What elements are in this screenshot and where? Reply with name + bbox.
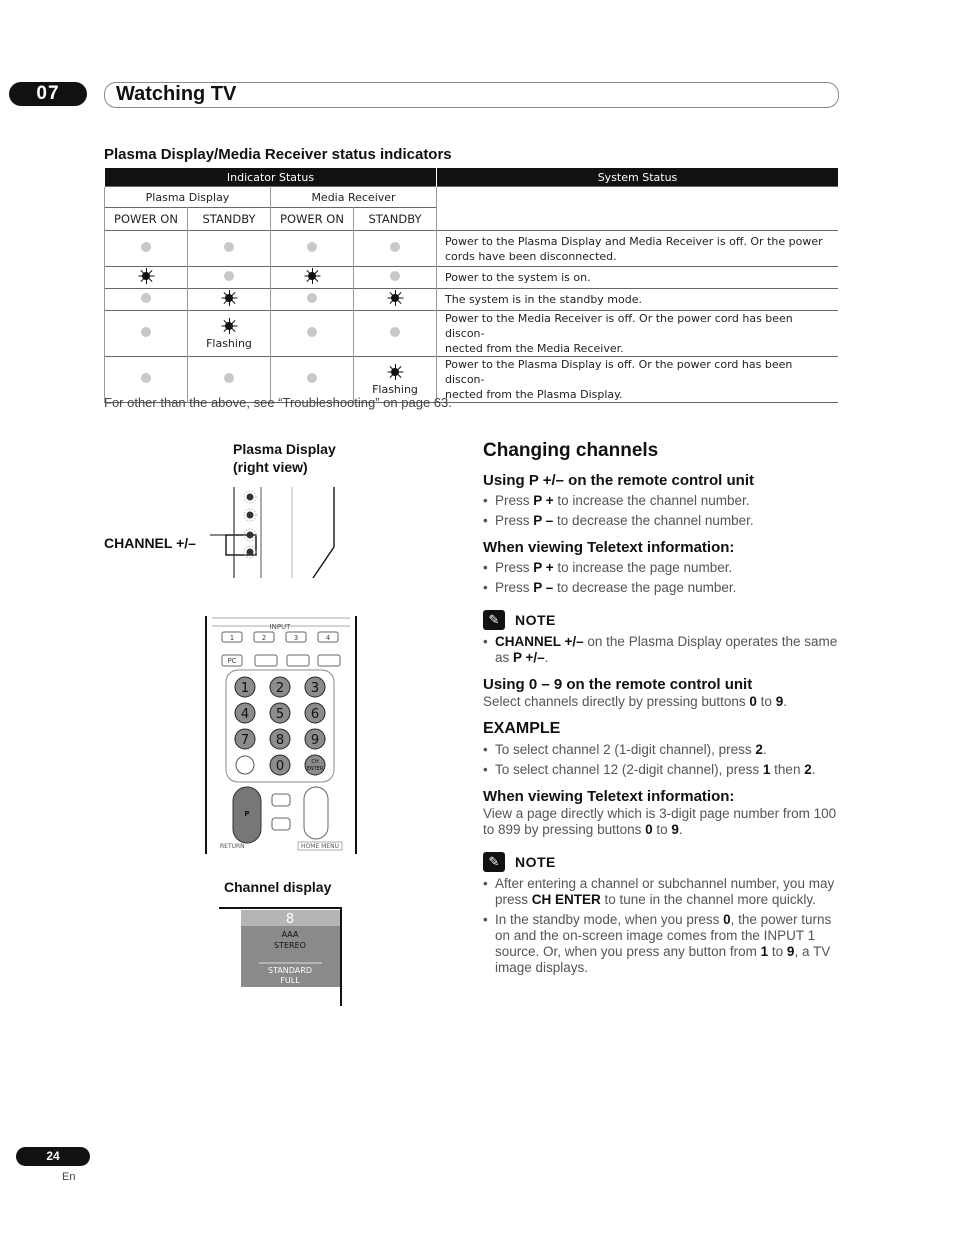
remote-digit-label: 8 — [275, 733, 285, 748]
indicator-cell-mr-standby — [354, 311, 437, 357]
note-label: NOTE — [515, 612, 556, 628]
indicator-off-icon — [141, 327, 151, 337]
indicator-lit-icon — [387, 290, 403, 306]
indicator-lit-icon — [221, 290, 237, 306]
osd-audio-mode: STEREO — [274, 941, 306, 950]
indicator-cell-mr-power-on — [271, 231, 354, 267]
indicator-off-icon — [141, 242, 151, 252]
list-item: • To select channel 12 (2-digit channel), press 1 then 2. — [483, 762, 838, 778]
chapter-title: Watching TV — [116, 83, 237, 105]
remote-input-label: 4 — [325, 634, 331, 642]
indicator-off-icon — [307, 327, 317, 337]
list-item: • Press P – to decrease the channel number. — [483, 513, 838, 529]
indicator-cell-pd-standby — [188, 267, 271, 289]
indicator-status-header: Indicator Status — [105, 168, 437, 187]
channel-display-title: Channel display — [224, 879, 332, 895]
indicator-cell-pd-standby — [188, 231, 271, 267]
system-status-description: Power to the Media Receiver is off. Or the power cord has been discon- nected from the Media Receiver. — [437, 311, 839, 357]
indicator-off-icon — [224, 271, 234, 281]
indicator-off-icon — [390, 327, 400, 337]
indicator-lit-icon — [304, 268, 320, 284]
heading-teletext-1: When viewing Teletext information: — [483, 539, 735, 556]
osd-channel-number: 8 — [285, 912, 295, 927]
remote-p-label: P — [244, 810, 250, 818]
section-title: Changing channels — [483, 440, 659, 461]
remote-digit-label: 5 — [275, 707, 285, 722]
indicator-cell-mr-power-on — [271, 267, 354, 289]
plasma-title-line2: (right view) — [233, 459, 308, 475]
channel-display-osd — [219, 907, 344, 1007]
chapter-number-badge: 07 — [9, 82, 87, 106]
indicator-cell-mr-power-on — [271, 311, 354, 357]
remote-input-label: 1 — [229, 634, 235, 642]
system-status-header: System Status — [437, 168, 839, 187]
note-header-2 — [483, 852, 838, 872]
indicator-cell-mr-standby — [354, 267, 437, 289]
remote-digit-label: 9 — [310, 733, 320, 748]
remote-return-label: RETURN — [220, 843, 245, 850]
system-status-description: Power to the Plasma Display and Media Receiver is off. Or the power cords have been disconnected. — [437, 231, 839, 267]
flashing-label: Flashing — [206, 336, 252, 350]
status-indicator-table — [104, 168, 838, 403]
list-item: • Press P + to increase the page number. — [483, 560, 838, 576]
using-0-9-text: Select channels directly by pressing buttons 0 to 9. — [483, 694, 787, 709]
remote-digit-buttons — [235, 677, 325, 775]
indicator-lit-icon — [387, 364, 403, 380]
channel-callout-label: CHANNEL +/– — [104, 535, 196, 551]
status-row — [105, 231, 839, 267]
plasma-title-line1: Plasma Display — [233, 441, 336, 457]
remote-digit-label: 6 — [310, 707, 320, 722]
indicator-cell-pd-power-on — [105, 289, 188, 311]
flashing-label: Flashing — [372, 382, 418, 396]
list-item: • In the standby mode, when you press 0, the power turns on and the on-screen image comes from the INPUT 1 source. Or, when you press any button from 1 to 9, a TV image displays. — [483, 912, 838, 976]
indicator-cell-mr-standby — [354, 289, 437, 311]
remote-control-illustration — [200, 612, 360, 854]
note-label: NOTE — [515, 854, 556, 870]
remote-input-label: 3 — [293, 634, 299, 642]
col-pd-standby: STANDBY — [188, 208, 271, 231]
indicator-off-icon — [141, 293, 151, 303]
osd-screen-size: FULL — [280, 976, 300, 985]
indicator-off-icon — [307, 373, 317, 383]
indicator-off-icon — [390, 242, 400, 252]
indicator-off-icon — [390, 271, 400, 281]
heading-teletext-2: When viewing Teletext information: — [483, 788, 735, 805]
remote-pc-label: PC — [227, 657, 237, 665]
remote-ch-enter-label: ENTER — [306, 766, 324, 772]
remote-ch-enter-label: CH — [311, 759, 319, 765]
list-item: • After entering a channel or subchannel number, you may press CH ENTER to tune in the channel more quickly. — [483, 876, 838, 908]
osd-channel-name: AAA — [281, 930, 299, 939]
changing-channels-section — [483, 440, 838, 980]
heading-using-p: Using P +/– on the remote control unit — [483, 472, 755, 489]
col-mr-power-on: POWER ON — [271, 208, 354, 231]
remote-digit-label: 0 — [275, 759, 285, 774]
heading-example: EXAMPLE — [483, 720, 561, 737]
remote-digit-label: 3 — [310, 681, 320, 696]
indicator-lit-icon — [221, 318, 237, 334]
remote-info-button — [236, 756, 254, 774]
list-item: • To select channel 2 (1-digit channel), press 2. — [483, 742, 838, 758]
plasma-display-subheader: Plasma Display — [105, 187, 271, 208]
list-item: • Press P + to increase the channel number. — [483, 493, 838, 509]
page-number-badge: 24 — [16, 1147, 90, 1166]
indicator-cell-mr-standby — [354, 231, 437, 267]
heading-using-0-9: Using 0 – 9 on the remote control unit — [483, 676, 753, 693]
table-footnote: For other than the above, see “Troubleshooting” on page 63. — [104, 395, 452, 410]
system-status-description: Power to the system is on. — [437, 267, 839, 289]
indicator-cell-pd-power-on — [105, 267, 188, 289]
remote-digit-label: 1 — [240, 681, 250, 696]
indicator-off-icon — [224, 242, 234, 252]
remote-digit-label: 4 — [240, 707, 250, 722]
list-item: • CHANNEL +/– on the Plasma Display operates the same as P +/–. — [483, 634, 838, 666]
indicator-off-icon — [141, 373, 151, 383]
remote-input-label: INPUT — [269, 623, 291, 631]
note-header-1 — [483, 610, 838, 630]
pencil-note-icon: ✎ — [483, 852, 505, 872]
plasma-display-figure-title — [233, 440, 336, 476]
remote-input-label: 2 — [261, 634, 267, 642]
system-status-description: The system is in the standby mode. — [437, 289, 839, 311]
status-table-title: Plasma Display/Media Receiver status indicators — [104, 146, 452, 163]
status-row — [105, 267, 839, 289]
remote-digit-label: 2 — [275, 681, 285, 696]
language-code: En — [62, 1171, 76, 1183]
indicator-off-icon — [307, 242, 317, 252]
pencil-note-icon: ✎ — [483, 610, 505, 630]
plasma-display-side-illustration — [200, 485, 340, 580]
col-pd-power-on: POWER ON — [105, 208, 188, 231]
indicator-cell-pd-power-on — [105, 311, 188, 357]
osd-picture-mode: STANDARD — [267, 966, 313, 975]
indicator-lit-icon — [138, 268, 154, 284]
indicator-cell-pd-standby — [188, 311, 271, 357]
status-row — [105, 311, 839, 357]
indicator-cell-mr-power-on — [271, 289, 354, 311]
indicator-cell-pd-power-on — [105, 231, 188, 267]
remote-ch-enter-button — [305, 755, 325, 775]
system-status-description: Power to the Plasma Display is off. Or the power cord has been discon- nected from the Plasma Display. — [437, 357, 839, 403]
teletext-direct-text: View a page directly which is 3-digit page number from 100 to 899 by pressing buttons 0 to 9. — [483, 806, 837, 837]
remote-home-menu-label: HOME MENU — [301, 843, 339, 850]
system-status-blank — [437, 187, 839, 231]
status-row — [105, 289, 839, 311]
remote-input-buttons — [222, 632, 338, 642]
media-receiver-subheader: Media Receiver — [271, 187, 437, 208]
indicator-off-icon — [307, 293, 317, 303]
indicator-off-icon — [224, 373, 234, 383]
list-item: • Press P – to decrease the page number. — [483, 580, 838, 596]
remote-digit-label: 7 — [240, 733, 250, 748]
indicator-cell-pd-standby — [188, 289, 271, 311]
col-mr-standby: STANDBY — [354, 208, 437, 231]
